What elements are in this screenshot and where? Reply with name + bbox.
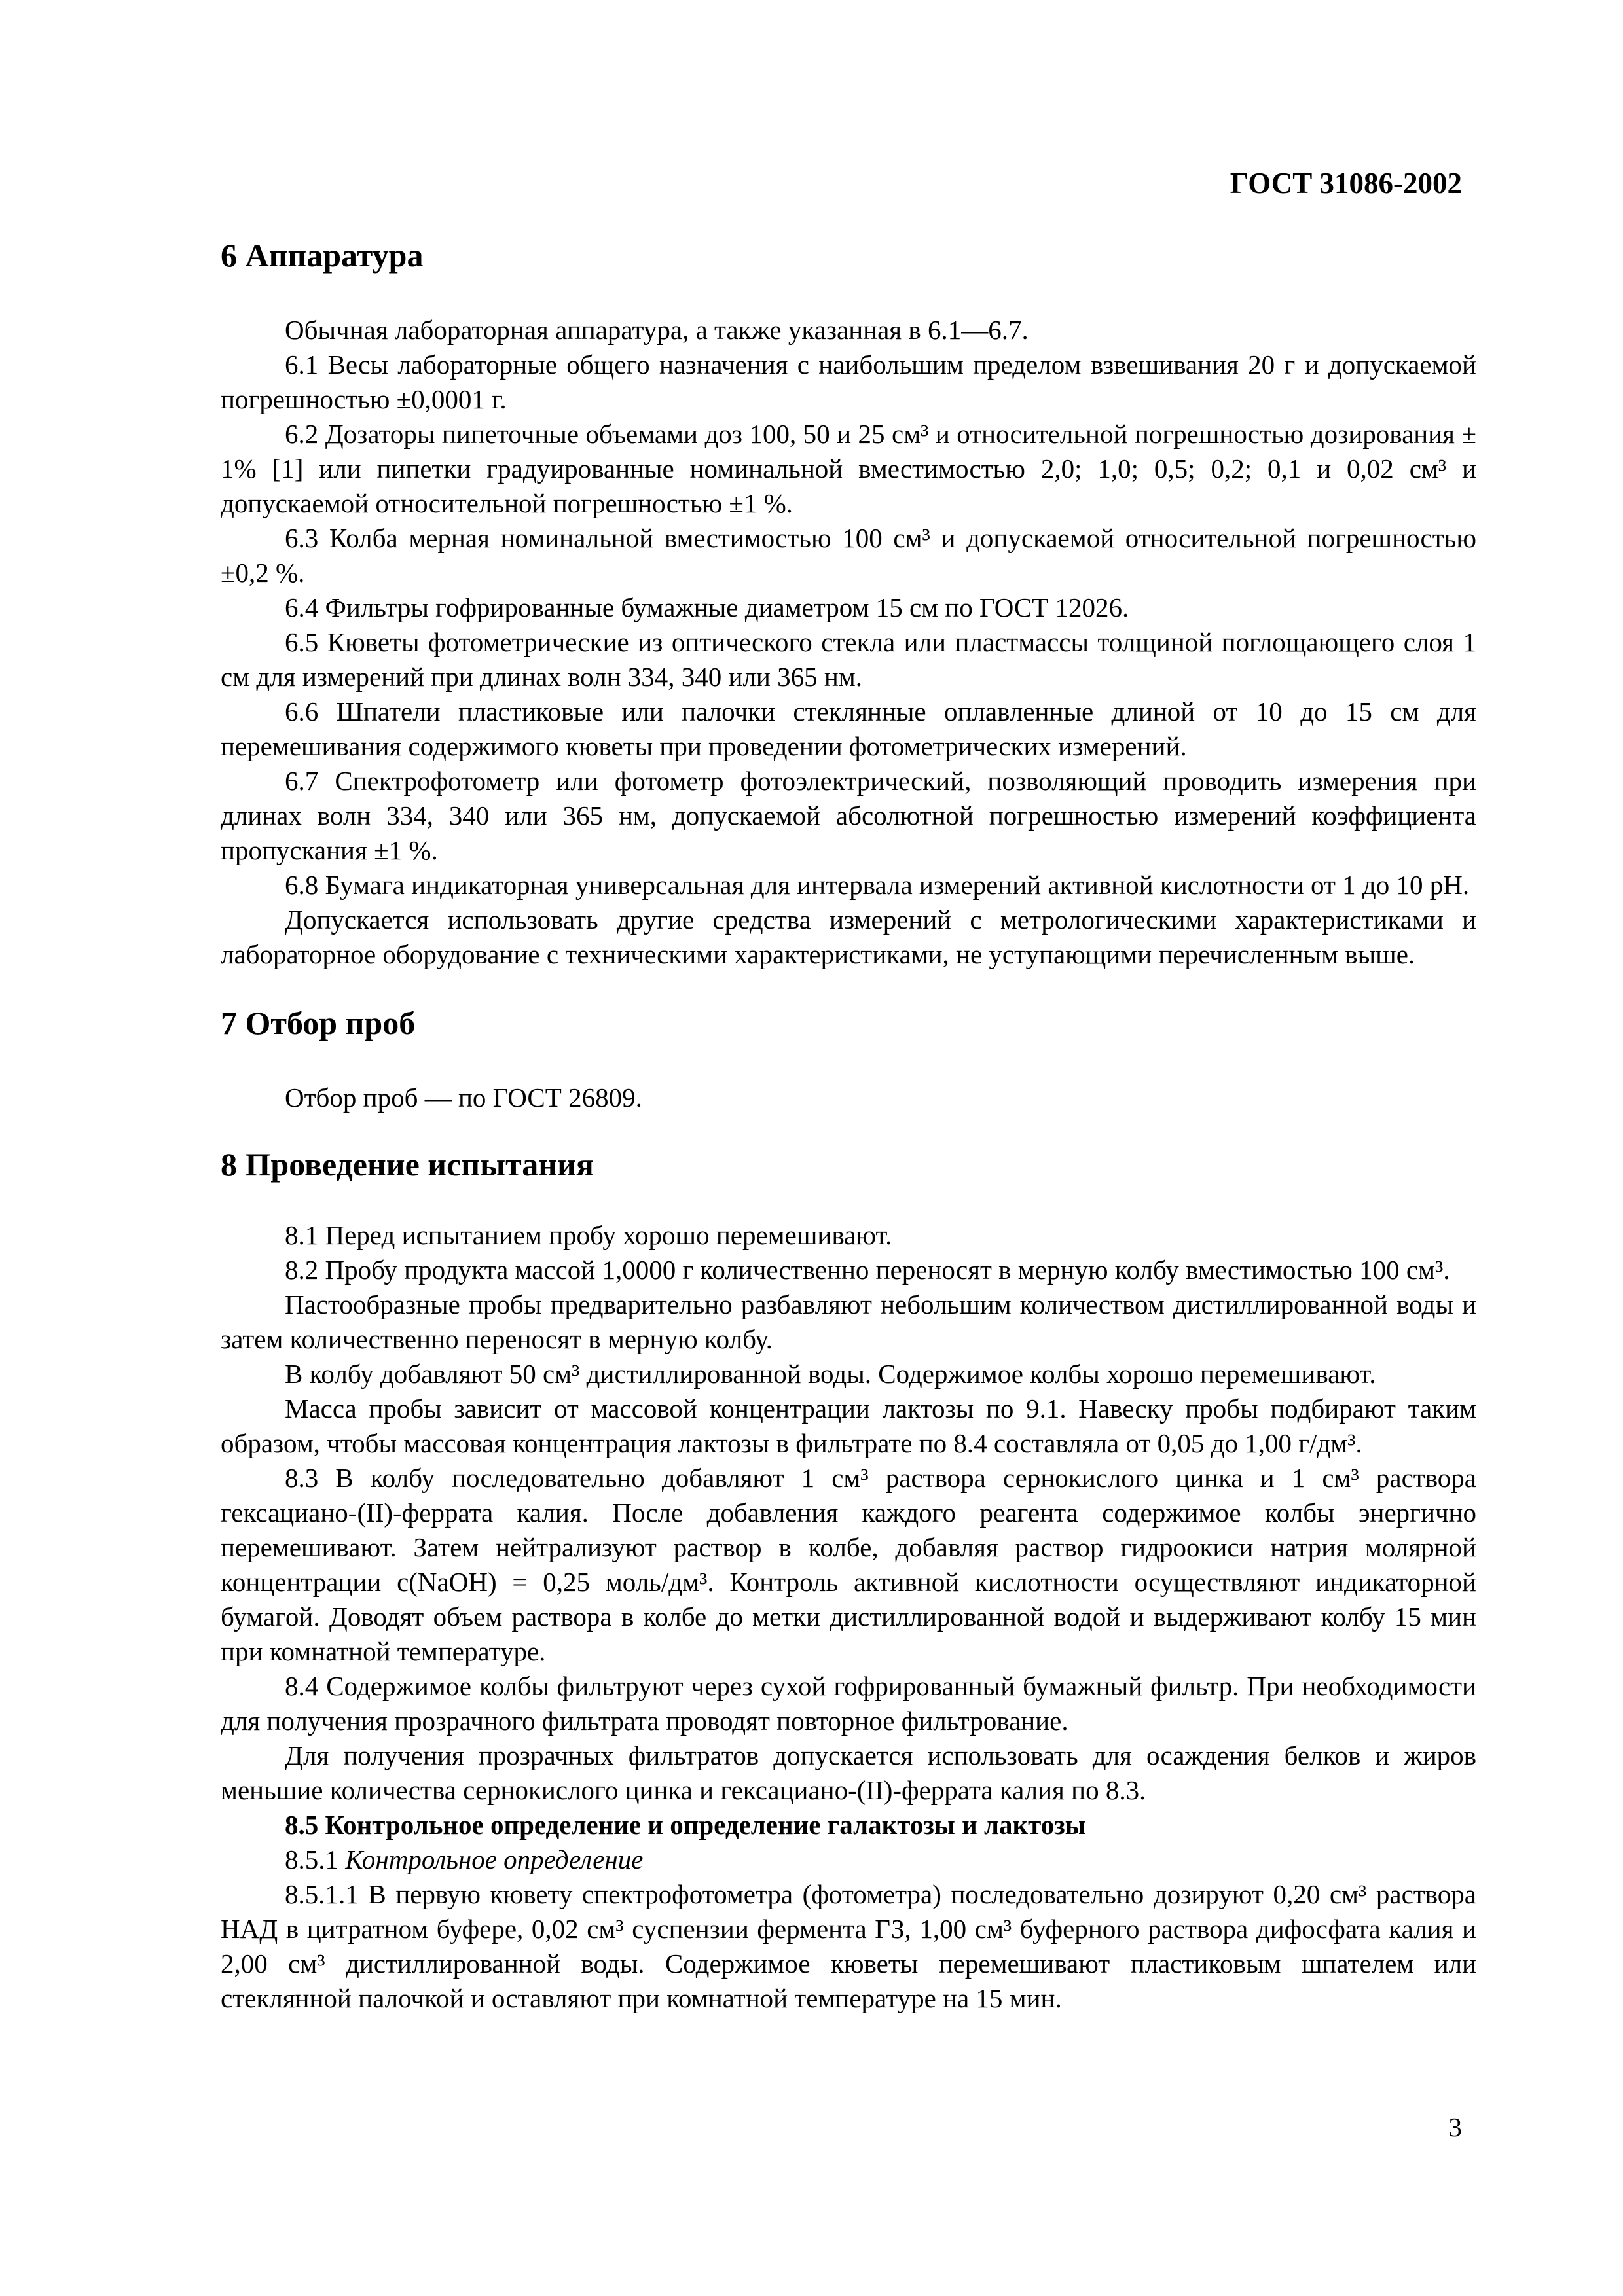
subsection-number: 8.5.1 (285, 1844, 338, 1874)
paragraph: 8.2 Пробу продукта массой 1,0000 г количественно переносят в мерную колбу вместимостью 100 см³. (285, 1255, 1450, 1285)
section-7-body (221, 1081, 1476, 1115)
paragraph: 8.5.1.1 В первую кювету спектрофотометра (фотометра) последовательно дозируют 0,20 см³ раствора НАД в цитратном буфере, 0,02 см³ суспензии фермента ГЗ, 1,00 см³ буферного раствора дифосфата калия и 2,00 см³ дистиллированной воды. Содержимое кюветы перемешивают пластиковым шпателем или стеклянной палочкой и оставляют при комнатной температуре на 15 мин. (221, 1879, 1476, 2013)
paragraph: 6.1 Весы лабораторные общего назначения с наибольшим пределом взвешивания 20 г и допускаемой погрешностью ±0,0001 г. (221, 350, 1476, 414)
paragraph: Пастообразные пробы предварительно разбавляют небольшим количеством дистиллированной воды и затем количественно переносят в мерную колбу. (221, 1289, 1476, 1354)
section-6-title: 6 Аппаратура (221, 237, 424, 274)
paragraph: 8.4 Содержимое колбы фильтруют через сухой гофрированный бумажный фильтр. При необходимости для получения прозрачного фильтрата проводят повторное фильтрование. (221, 1671, 1476, 1736)
paragraph: 8.1 Перед испытанием пробу хорошо перемешивают. (285, 1220, 892, 1250)
paragraph: 6.2 Дозаторы пипеточные объемами доз 100, 50 и 25 см³ и относительной погрешностью дозирования ± 1% [1] или пипетки градуированные номинальной вместимостью 2,0; 1,0; 0,5; 0,2; 0,1 и 0,02 см³ и допускаемой относительной погрешностью ±1 %. (221, 419, 1476, 518)
page-number: 3 (1448, 2112, 1462, 2142)
subsection-8-5-heading: 8.5 Контрольное определение и определение галактозы и лактозы (285, 1810, 1086, 1840)
section-8-title: 8 Проведение испытания (221, 1146, 594, 1183)
paragraph: 6.8 Бумага индикаторная универсальная для интервала измерений активной кислотности от 1 до 10 рН. (285, 870, 1470, 900)
section-6-body (221, 313, 1476, 972)
paragraph: Масса пробы зависит от массовой концентрации лактозы по 9.1. Навеску пробы подбирают таким образом, чтобы массовая концентрация лактозы в фильтрате по 8.4 составляла от 0,05 до 1,00 г/дм³. (221, 1393, 1476, 1458)
paragraph: Отбор проб — по ГОСТ 26809. (285, 1083, 642, 1113)
paragraph: В колбу добавляют 50 см³ дистиллированной воды. Содержимое колбы хорошо перемешивают. (285, 1359, 1376, 1389)
document-code: ГОСТ 31086-2002 (1230, 167, 1462, 200)
section-8-body (221, 1218, 1476, 2016)
subsection-title: Контрольное определение (345, 1844, 644, 1874)
section-7-title: 7 Отбор проб (221, 1005, 416, 1041)
paragraph: 6.5 Кюветы фотометрические из оптического стекла или пластмассы толщиной поглощающего слоя 1 см для измерений при длинах волн 334, 340 или 365 нм. (221, 627, 1476, 692)
paragraph: Допускается использовать другие средства измерений с метрологическими характеристиками и лабораторное оборудование с техническими характеристиками, не уступающими перечисленным выше. (221, 905, 1476, 969)
paragraph: 6.7 Спектрофотометр или фотометр фотоэлектрический, позволяющий проводить измерения при длинах волн 334, 340 или 365 нм, допускаемой абсолютной погрешностью измерений коэффициента пропускания ±1 %. (221, 766, 1476, 865)
paragraph: Обычная лабораторная аппаратура, а также указанная в 6.1—6.7. (285, 315, 1029, 345)
page-content (221, 236, 1476, 2016)
paragraph: 6.4 Фильтры гофрированные бумажные диаметром 15 см по ГОСТ 12026. (285, 592, 1129, 622)
paragraph: 6.3 Колба мерная номинальной вместимостью 100 см³ и допускаемой относительной погрешностью ±0,2 %. (221, 523, 1476, 588)
subsection-8-5-1-heading (221, 1842, 1476, 1877)
paragraph: 8.3 В колбу последовательно добавляют 1 см³ раствора сернокислого цинка и 1 см³ раствора гексациано-(II)-феррата калия. После добавления каждого реагента содержимое колбы энергично перемешивают. Затем нейтрализуют раствор в колбе, добавляя раствор гидроокиси натрия молярной концентрации c(NaOH) = 0,25 моль/дм³. Контроль активной кислотности осуществляют индикаторной бумагой. Доводят объем раствора в колбе до метки дистиллированной водой и выдерживают колбу 15 мин при комнатной температуре. (221, 1463, 1476, 1666)
paragraph: Для получения прозрачных фильтратов допускается использовать для осаждения белков и жиров меньшие количества сернокислого цинка и гексациано-(II)-феррата калия по 8.3. (221, 1740, 1476, 1805)
paragraph: 6.6 Шпатели пластиковые или палочки стеклянные оплавленные длиной от 10 до 15 см для перемешивания содержимого кюветы при проведении фотометрических измерений. (221, 696, 1476, 761)
